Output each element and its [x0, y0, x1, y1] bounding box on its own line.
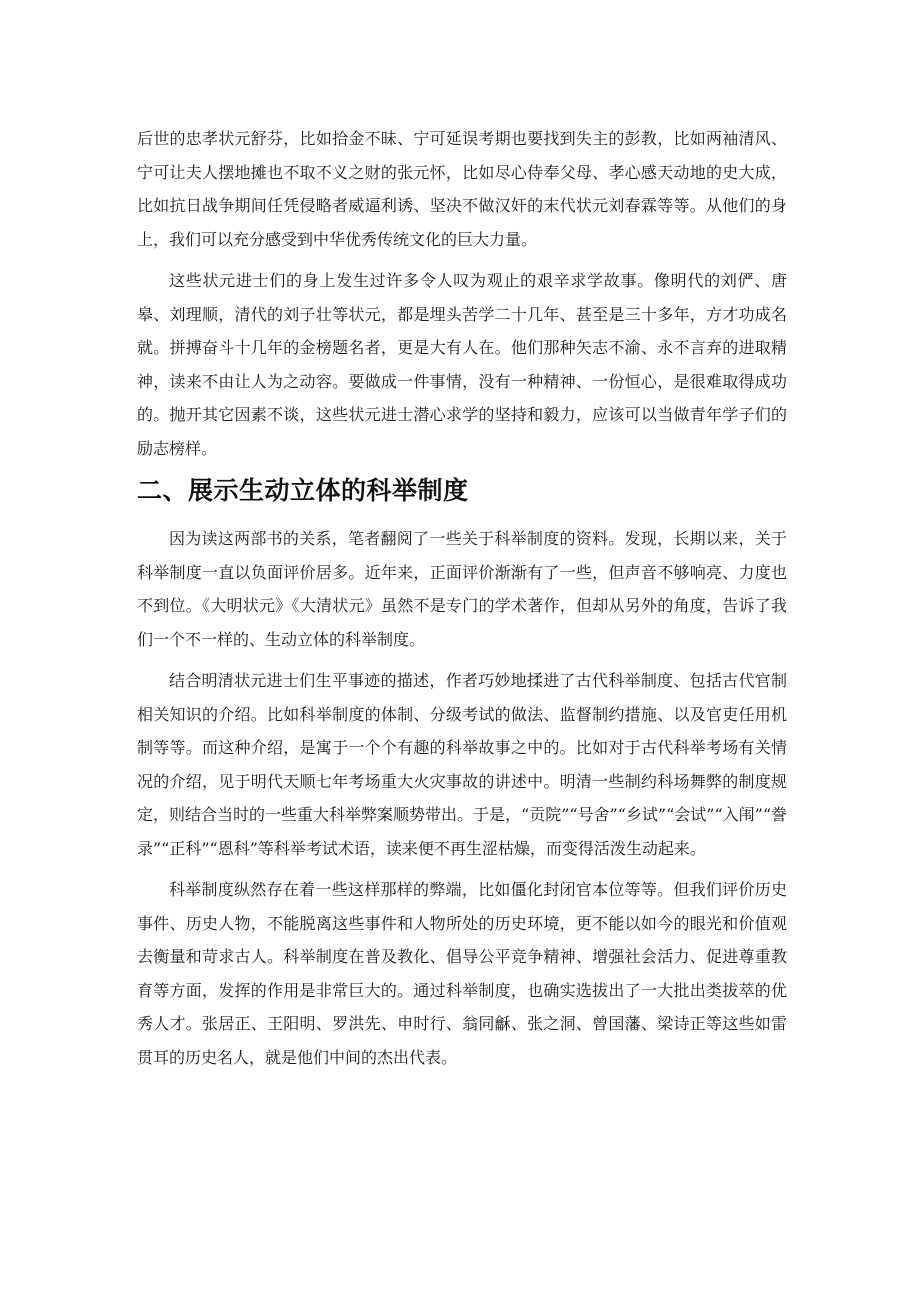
paragraph-exam-system-evaluation: 科举制度纵然存在着一些这样那样的弊端，比如僵化封闭官本位等等。但我们评价历史事件、历史人物，不能脱离这些事件和人物所处的历史环境，更不能以如今的眼光和价值观去衡量和苛求古人。科举制度在普及教化、倡导公平竞争精神、增强社会活力、促进尊重教育等方面，发挥的作用是非常巨大的。通过科举制度，也确实选拔出了一大批出类拔萃的优秀人才。张居正、王阳明、罗洪先、申时行、翁同龢、张之洞、曾国藩、梁诗正等这些如雷贯耳的历史名人，就是他们中间的杰出代表。 [137, 880, 787, 1067]
document-body [137, 122, 787, 1082]
paragraph-continuation: 后世的忠孝状元舒芬，比如拾金不昧、宁可延误考期也要找到失主的彭教，比如两袖清风、宁可让夫人摆地摊也不取不义之财的张元怀，比如尽心侍奉父母、孝心感天动地的史大成，比如抗日战争期间任凭侵略者威逼利诱、坚决不做汉奸的末代状元刘春霖等等。从他们的身上，我们可以充分感受到中华优秀传统文化的巨大力量。 [137, 129, 787, 249]
paragraph-study-stories: 这些状元进士们的身上发生过许多令人叹为观止的艰辛求学故事。像明代的刘俨、唐皋、刘理顺，清代的刘子壮等状元，都是埋头苦学二十几年、甚至是三十多年，方才功成名就。拼搏奋斗十几年的金榜题名者，更是大有人在。他们那种矢志不渝、永不言弃的进取精神，读来不由让人为之动容。要做成一件事情，没有一种精神、一份恒心，是很难取得成功的。抛开其它因素不谈，这些状元进士潜心求学的坚持和毅力，应该可以当做青年学子们的励志榜样。 [137, 271, 787, 458]
paragraph-exam-system-intro: 因为读这两部书的关系，笔者翻阅了一些关于科举制度的资料。发现，长期以来，关于科举制度一直以负面评价居多。近年来，正面评价渐渐有了一些，但声音不够响亮、力度也不到位。《大明状元》《大清状元》虽然不是专门的学术著作，但却从另外的角度，告诉了我们一个不一样的、生动立体的科举制度。 [137, 529, 787, 649]
section-heading: 二、展示生动立体的科举制度 [137, 476, 469, 505]
paragraph-exam-system-details: 结合明清状元进士们生平事迹的描述，作者巧妙地揉进了古代科举制度、包括古代官制相关知识的介绍。比如科举制度的体制、分级考试的做法、监督制约措施、以及官吏任用机制等等。而这种介绍，是寓于一个个有趣的科举故事之中的。比如对于古代科举考场有关情况的介绍，见于明代天顺七年考场重大火灾事故的讲述中。明清一些制约科场舞弊的制度规定，则结合当时的一些重大科举弊案顺势带出。于是，“贡院”“号舍”“乡试”“会试”“入闱”“誊录”“正科”“恩科”等科举考试术语，读来便不再生涩枯燥，而变得活泼生动起来。 [137, 671, 787, 858]
